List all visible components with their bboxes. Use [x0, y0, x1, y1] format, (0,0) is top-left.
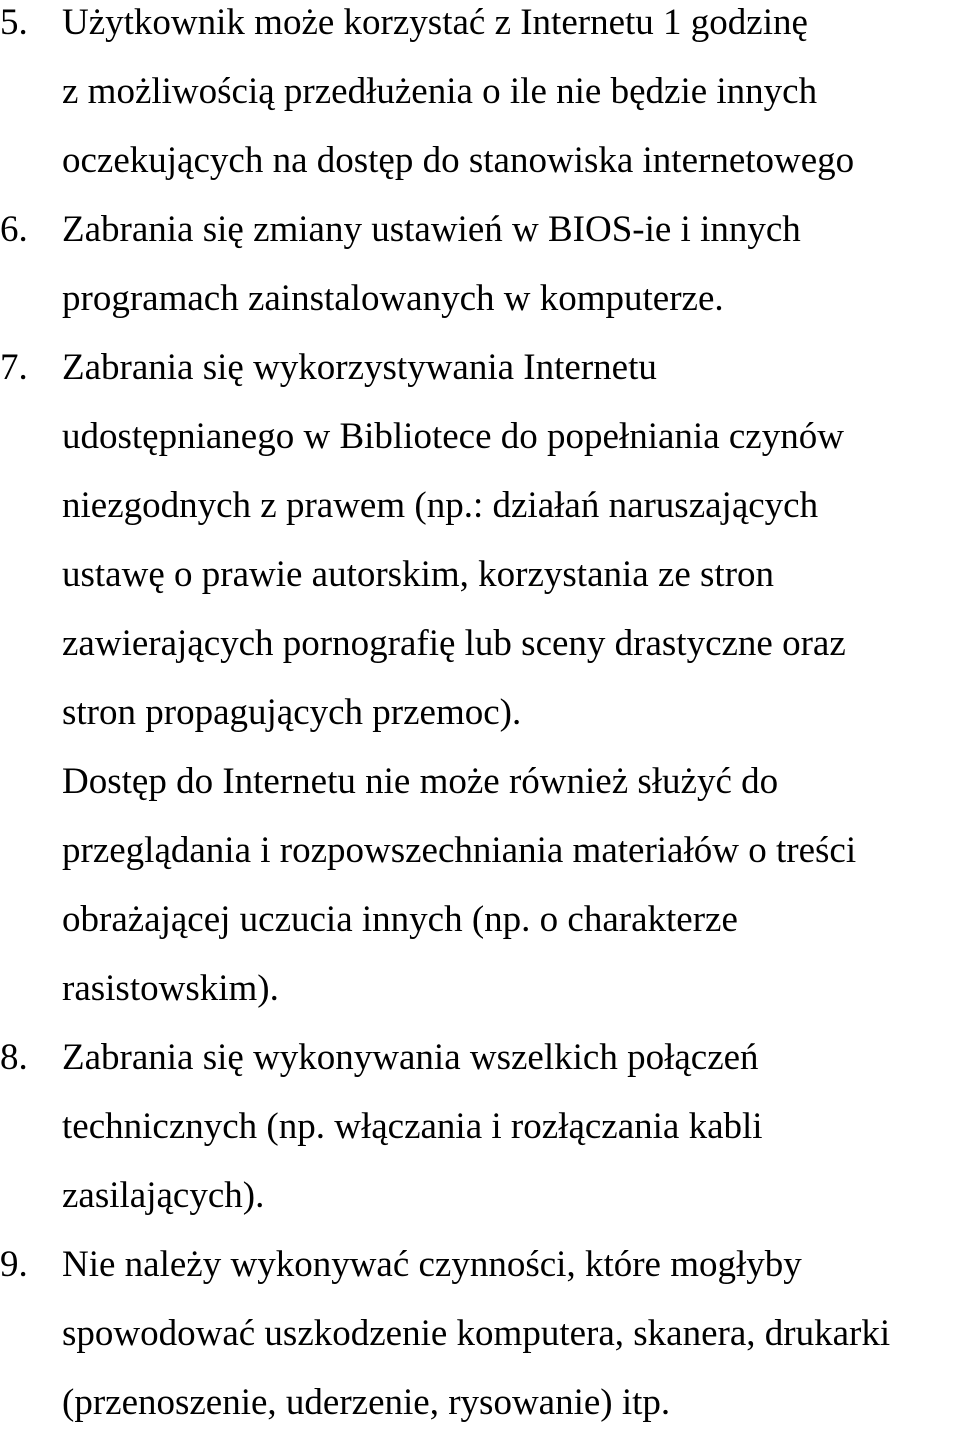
rule-text-line: z możliwością przedłużenia o ile nie będzie innych [62, 71, 818, 112]
rule-text-line: przeglądania i rozpowszechniania materiałów o treści [62, 830, 857, 871]
rule-item-6 [0, 195, 960, 333]
rule-number: 8. [0, 1037, 28, 1078]
rule-item-9 [0, 1230, 960, 1437]
rule-item-5 [0, 0, 960, 195]
rule-text-line: udostępnianego w Bibliotece do popełniania czynów [62, 416, 844, 457]
rule-text-line: Zabrania się wykorzystywania Internetu [62, 347, 657, 388]
rule-text-line: oczekujących na dostęp do stanowiska internetowego [62, 140, 855, 181]
rule-text-line: Użytkownik może korzystać z Internetu 1 godzinę [62, 2, 808, 43]
rule-text-line: Zabrania się zmiany ustawień w BIOS-ie i innych [62, 209, 801, 250]
rule-text-line: ustawę o prawie autorskim, korzystania ze stron [62, 554, 775, 595]
rule-text-line: spowodować uszkodzenie komputera, skanera, drukarki [62, 1313, 891, 1354]
rule-text-line: Dostęp do Internetu nie może również służyć do [62, 761, 779, 802]
rule-number: 5. [0, 2, 28, 43]
rule-number: 6. [0, 209, 28, 250]
rule-text-line: Zabrania się wykonywania wszelkich połączeń [62, 1037, 759, 1078]
rule-text-line: technicznych (np. włączania i rozłączania kabli [62, 1106, 763, 1147]
rule-item-7 [0, 333, 960, 1023]
rule-text-line: zawierających pornografię lub sceny drastyczne oraz [62, 623, 846, 664]
rule-number: 7. [0, 347, 28, 388]
rule-text-line: stron propagujących przemoc). [62, 692, 522, 733]
rule-text-line: Nie należy wykonywać czynności, które mogłyby [62, 1244, 802, 1285]
rule-text-line: zasilających). [62, 1175, 265, 1216]
rule-text-line: programach zainstalowanych w komputerze. [62, 278, 724, 319]
rule-number: 9. [0, 1244, 28, 1285]
rule-text-line: obrażającej uczucia innych (np. o charakterze [62, 899, 738, 940]
rule-text-line: (przenoszenie, uderzenie, rysowanie) itp. [62, 1382, 671, 1423]
rule-text-line: niezgodnych z prawem (np.: działań naruszających [62, 485, 819, 526]
rule-item-8 [0, 1023, 960, 1230]
rule-text-line: rasistowskim). [62, 968, 279, 1009]
